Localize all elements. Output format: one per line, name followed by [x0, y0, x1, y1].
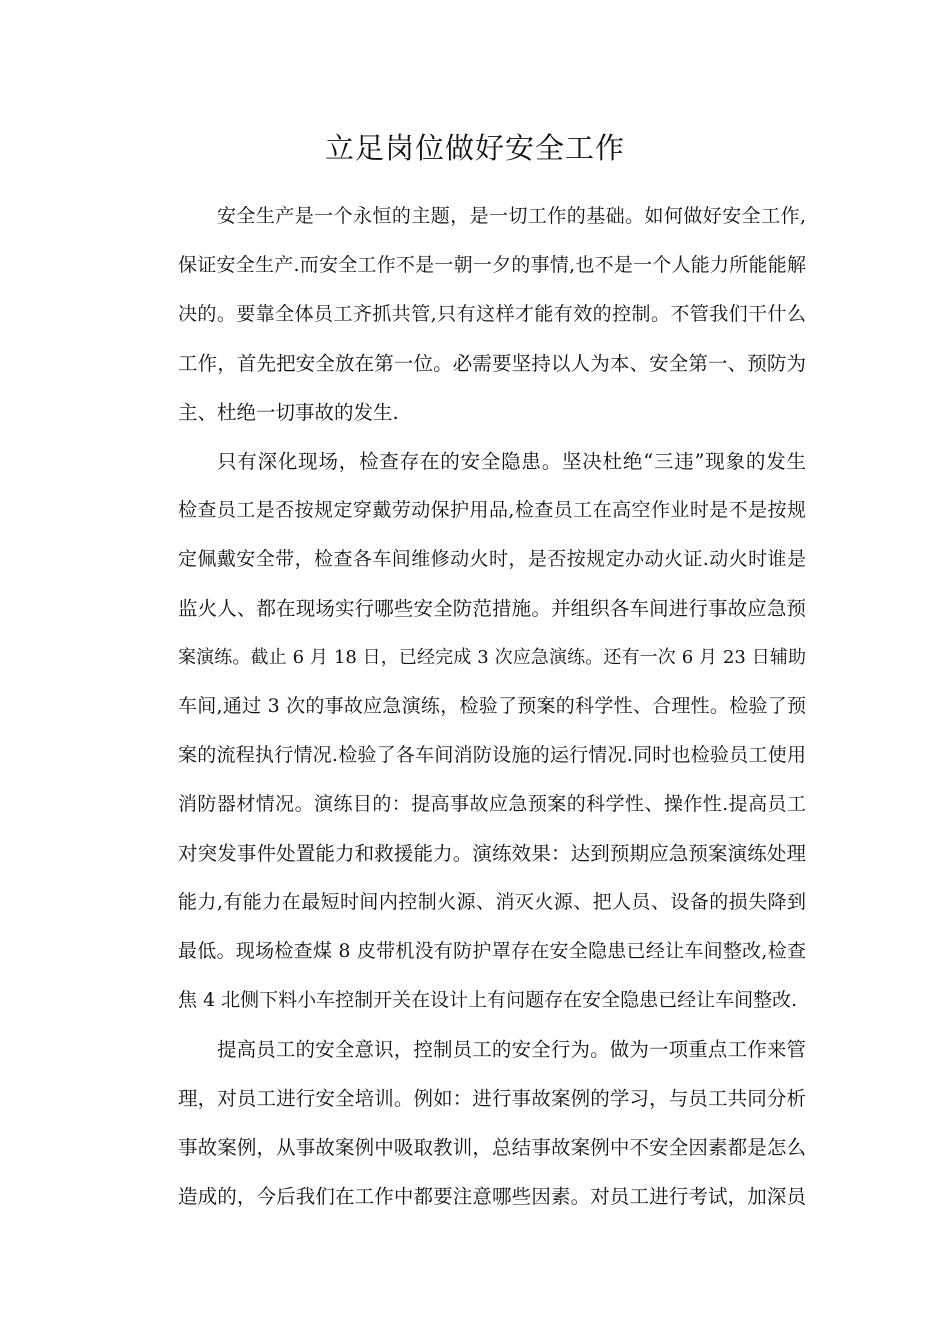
- body-text-line: 理，对员工进行安全培训。例如：进行事故案例的学习，与员工共同分析: [178, 1087, 806, 1110]
- body-text-line: 提高员工的安全意识，控制员工的安全行为。做为一项重点工作来管: [217, 1038, 806, 1061]
- body-text-line: 监火人、都在现场实行哪些安全防范措施。并组织各车间进行事故应急预: [178, 597, 806, 620]
- body-text-line: 消防器材情况。演练目的：提高事故应急预案的科学性、操作性.提高员工: [178, 793, 806, 815]
- body-text-line: 只有深化现场，检查存在的安全隐患。坚决杜绝“三违”现象的发生: [217, 450, 806, 473]
- body-text-line: 能力,有能力在最短时间内控制火源、消灭火源、把人员、设备的损失降到: [178, 891, 806, 913]
- body-text-line: 对突发事件处置能力和救援能力。演练效果：达到预期应急预案演练处理: [178, 842, 806, 865]
- body-text-line: 事故案例，从事故案例中吸取教训，总结事故案例中不安全因素都是怎么: [178, 1136, 806, 1159]
- body-text-line: 焦 4 北侧下料小车控制开关在设计上有问题存在安全隐患已经让车间整改.: [178, 989, 798, 1011]
- body-text-line: 最低。现场检查煤 8 皮带机没有防护罩存在安全隐患已经让车间整改,检查: [178, 940, 806, 962]
- body-text-line: 案演练。截止 6 月 18 日，已经完成 3 次应急演练。还有一次 6 月 23 日辅助: [178, 647, 806, 668]
- body-text-line: 造成的，今后我们在工作中都要注意哪些因素。对员工进行考试，加深员: [178, 1185, 806, 1208]
- body-text-line: 车间,通过 3 次的事故应急演练，检验了预案的科学性、合理性。检验了预: [178, 695, 806, 717]
- body-text-line: 检查员工是否按规定穿戴劳动保护用品,检查员工在高空作业时是不是按规: [178, 499, 806, 521]
- body-text-line: 保证安全生产.而安全工作不是一朝一夕的事情,也不是一个人能力所能能解: [178, 254, 806, 276]
- body-text-line: 主、杜绝一切事故的发生.: [178, 401, 399, 424]
- document-title: 立足岗位做好安全工作: [324, 131, 625, 165]
- body-text-line: 案的流程执行情况.检验了各车间消防设施的运行情况.同时也检验员工使用: [178, 744, 806, 766]
- document-body: [178, 192, 806, 1221]
- body-text-line: 决的。要靠全体员工齐抓共管,只有这样才能有效的控制。不管我们干什么: [178, 303, 806, 325]
- body-text-line: 定佩戴安全带，检查各车间维修动火时，是否按规定办动火证.动火时谁是: [178, 548, 806, 570]
- body-text-line: 安全生产是一个永恒的主题，是一切工作的基础。如何做好安全工作,: [217, 205, 806, 227]
- body-text-line: 工作，首先把安全放在第一位。必需要坚持以人为本、安全第一、预防为: [178, 352, 806, 375]
